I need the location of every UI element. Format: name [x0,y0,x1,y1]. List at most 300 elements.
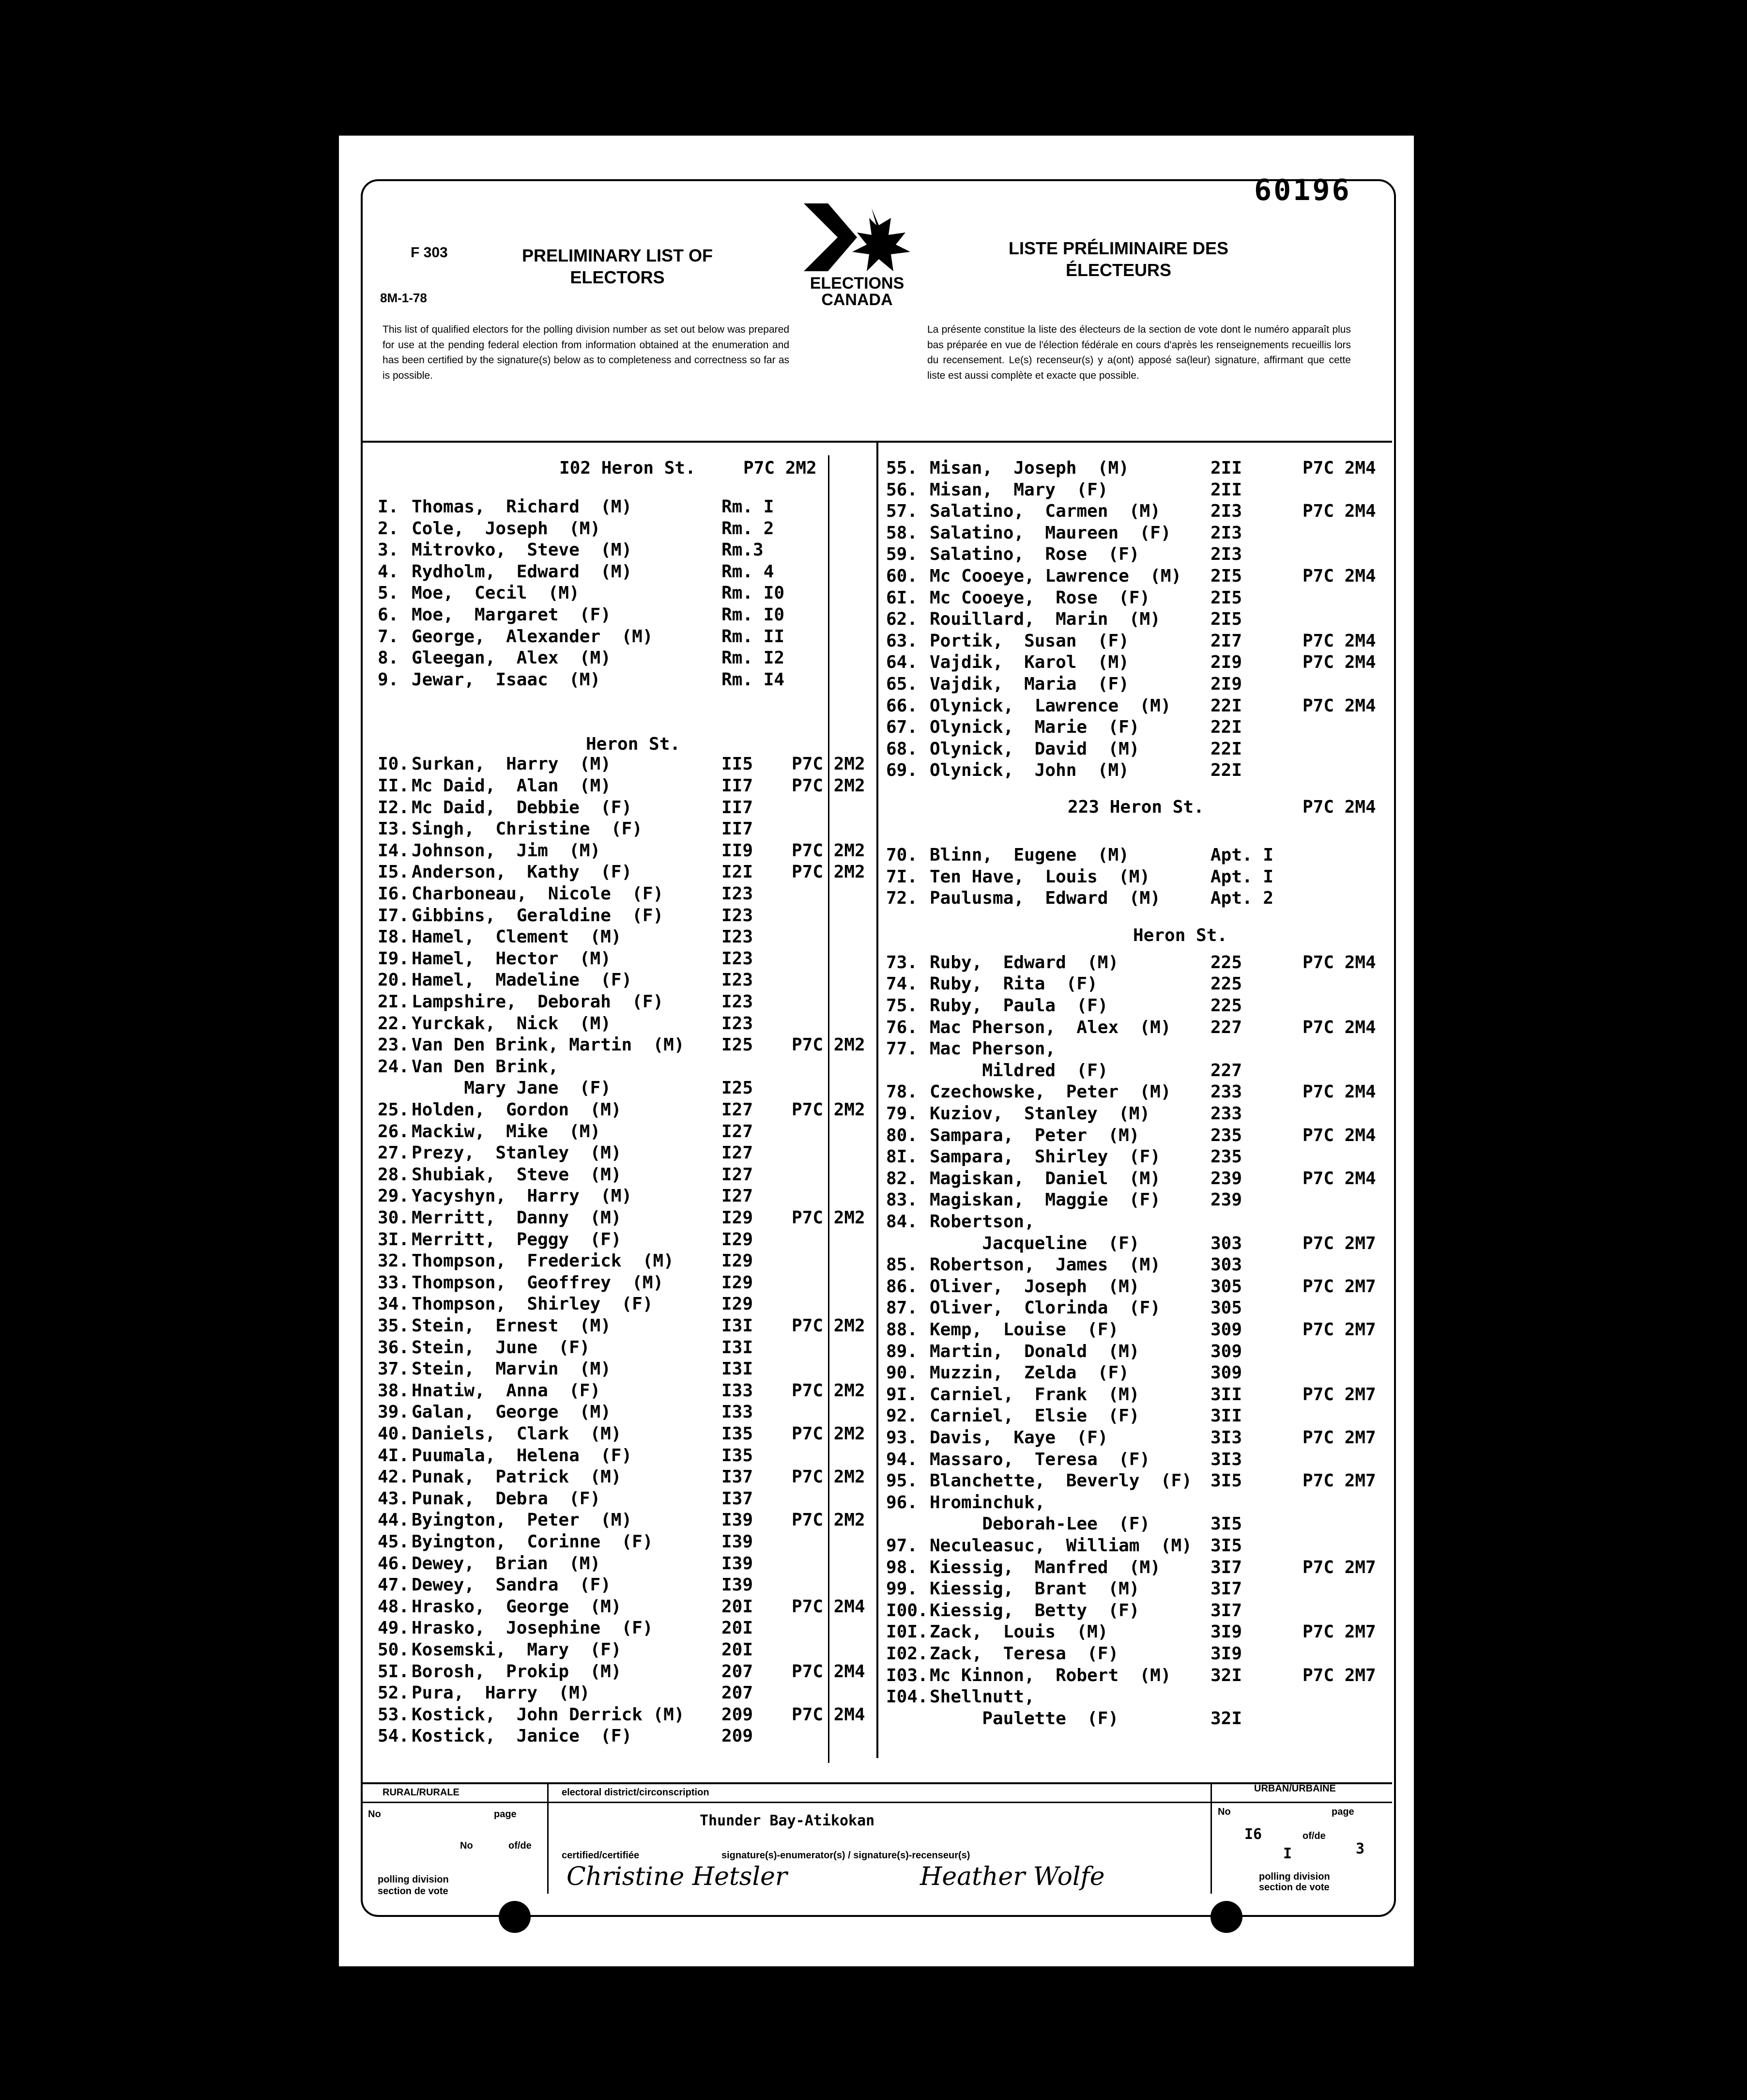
elector-address: II5 [721,754,753,774]
elector-address: 32I [1211,1665,1242,1685]
elector-number: 62. [886,609,918,630]
elector-address: 225 [1211,952,1242,973]
elector-name: Carniel, Frank (M) [930,1384,1140,1405]
elector-number: 43. [378,1488,410,1509]
elector-address: I39 [721,1532,753,1552]
elector-number: 68. [886,739,918,759]
right-elector-row [886,717,1242,738]
right-elector-row [886,888,1274,909]
elector-number: 28. [378,1164,410,1185]
elector-address: II9 [721,840,753,861]
elector-postal-code: P7C 2M2 [792,840,865,861]
elector-number: 64. [886,652,918,673]
elector-address: I33 [721,1402,753,1422]
punch-hole-left [499,1901,531,1933]
elector-number: 36. [378,1337,410,1358]
right-elector-row [886,952,1376,973]
elector-number: 20. [378,970,410,990]
elector-address: I27 [721,1164,753,1185]
elector-postal-code: P7C 2M7 [1303,1471,1376,1491]
elector-name: Stein, Ernest (M) [412,1316,611,1336]
elector-address: 305 [1211,1298,1242,1318]
elector-number: II. [378,776,410,796]
elector-address: I37 [721,1488,753,1509]
elector-name: Massaro, Teresa (F) [930,1449,1150,1469]
elector-address: I29 [721,1294,753,1314]
elector-address: 20I [721,1618,753,1638]
elector-address: 227 [1211,1017,1242,1037]
elector-postal-code: P7C 2M2 [792,1380,865,1401]
elector-address: I23 [721,884,753,904]
elector-name: Merritt, Peggy (F) [412,1229,622,1250]
elector-name: Surkan, Harry (M) [412,754,611,774]
right-elector-row [886,845,1274,866]
elector-address: I27 [721,1121,753,1142]
elector-number: 3I. [378,1229,410,1250]
right-elector-row [886,1470,1376,1492]
elector-number: 96. [886,1492,918,1513]
title-english-line-2: ELECTORS [570,267,665,287]
elector-number: 44. [378,1510,410,1530]
elector-address: II7 [721,776,753,796]
elector-number: 95. [886,1471,918,1491]
elector-postal-code: P7C 2M4 [1303,1082,1376,1102]
elector-name: Thompson, Frederick (M) [412,1251,674,1271]
elector-name: Shellnutt, [930,1687,1035,1707]
punch-hole-right [1211,1901,1242,1933]
right-elector-row [886,1276,1376,1297]
elector-name: Hamel, Hector (M) [412,948,611,969]
elector-number: I0I. [886,1622,928,1642]
right-elector-row [886,1319,1376,1341]
urban-of-label: of/de [1303,1831,1326,1841]
elector-name: Olynick, David (M) [930,739,1140,759]
left-elector-row [378,648,785,669]
elector-address: 209 [721,1726,753,1746]
elector-address: I35 [721,1424,753,1444]
elector-address: Rm. I4 [721,669,785,690]
elector-number: I2. [378,797,410,818]
elector-name: Mc Daid, Debbie (F) [412,797,632,818]
left-elector-row [378,1186,753,1207]
elector-name: Oliver, Joseph (M) [930,1276,1140,1297]
right-elector-row [886,1708,1242,1729]
left-elector-row [378,1272,753,1294]
elector-number: 57. [886,501,918,522]
right-elector-row [886,609,1242,630]
elector-address: 3I7 [1211,1557,1242,1577]
elector-name: Hrominchuk, [930,1492,1045,1513]
elector-number: I9. [378,948,410,969]
elector-name: Paulusma, Edward (M) [930,888,1161,909]
right-elector-row [886,1578,1242,1600]
rural-page-label: page [494,1809,517,1820]
elector-address: I25 [721,1035,753,1055]
elector-number: 76. [886,1017,918,1037]
elector-number: 90. [886,1363,918,1383]
elector-number: 67. [886,717,918,738]
elector-address: 2I3 [1211,501,1242,522]
elector-address: 3I5 [1211,1514,1242,1534]
elector-number: 5I. [378,1661,410,1682]
left-elector-row [378,1618,753,1639]
elector-number: 75. [886,996,918,1016]
elector-address: 3II [1211,1384,1242,1405]
elector-number: 7. [378,626,399,647]
elector-address: I39 [721,1510,753,1530]
elector-postal-code: P7C 2M2 [792,776,865,796]
elector-number: I03. [886,1665,928,1685]
elector-number: 77. [886,1039,918,1059]
elector-number: 30. [378,1208,410,1228]
right-elector-row [886,1405,1242,1427]
elector-number: 32. [378,1251,410,1271]
certified-label: certified/certifiée [562,1850,640,1861]
right-elector-row [886,631,1376,652]
elector-name: Czechowske, Peter (M) [930,1082,1171,1102]
left-elector-row [378,583,785,604]
elector-number: 94. [886,1449,918,1469]
left-elector-row [378,991,753,1013]
right-elector-row [886,739,1242,760]
elector-name: Gibbins, Geraldine (F) [412,905,664,926]
right-elector-row [886,479,1242,501]
left-elector-row [378,1553,753,1575]
elector-postal-code: P7C 2M4 [1303,1168,1376,1189]
elector-address: I29 [721,1208,753,1228]
elector-number: 78. [886,1082,918,1102]
right-elector-row [886,1621,1376,1643]
elector-name: Kuziov, Stanley (M) [930,1104,1150,1124]
left-elector-row [378,1359,753,1380]
elector-number: 48. [378,1596,410,1617]
street-heading-3: 223 Heron St. [1068,797,1204,817]
elector-number: 8I. [886,1147,918,1167]
left-elector-row [378,1402,753,1423]
elector-number: 2I. [378,992,410,1012]
elector-name: Olynick, Marie (F) [930,717,1140,738]
elector-name: Ten Have, Louis (M) [930,866,1150,887]
elector-address: 309 [1211,1363,1242,1383]
elector-number: I4. [378,840,410,861]
elector-name: Robertson, James (M) [930,1255,1161,1275]
elector-name: Kiessig, Manfred (M) [930,1557,1161,1577]
elector-number: 25. [378,1100,410,1120]
elector-name: Mitrovko, Steve (M) [412,540,632,560]
elector-name: Sampara, Peter (M) [930,1125,1140,1145]
left-elector-row [378,970,753,991]
elector-number: 82. [886,1168,918,1189]
elector-address: Apt. I [1211,845,1274,865]
document-sheet [339,136,1414,1966]
left-elector-row [378,1683,753,1704]
elector-name: Shubiak, Steve (M) [412,1164,622,1185]
elector-address: II7 [721,797,753,818]
elector-address: 309 [1211,1320,1242,1340]
elector-name: Misan, Mary (F) [930,479,1108,500]
street-heading-4: Heron St. [1133,926,1228,945]
elector-address: 225 [1211,974,1242,994]
elector-name: Kiessig, Betty (F) [930,1600,1140,1621]
elector-address: 303 [1211,1233,1242,1253]
elector-name: Mc Cooeye, Rose (F) [930,587,1150,608]
elector-address: 309 [1211,1341,1242,1361]
elector-address: 303 [1211,1255,1242,1275]
left-elector-row [378,604,785,626]
elector-address: 3I9 [1211,1644,1242,1664]
elector-address: 2I3 [1211,544,1242,565]
left-elector-row [378,1445,753,1467]
elector-address: 32I [1211,1708,1242,1729]
elector-name: Zack, Teresa (F) [930,1644,1119,1664]
elector-number: I02. [886,1644,928,1664]
left-elector-row [378,626,785,648]
urban-page-label: page [1332,1807,1354,1817]
elector-address: 3II [1211,1406,1242,1426]
left-elector-row [378,926,753,948]
elector-number: 73. [886,952,918,973]
right-elector-row [886,1168,1376,1189]
rural-of-label: of/de [508,1840,532,1851]
left-elector-row [378,862,865,883]
elector-name: Punak, Patrick (M) [412,1467,622,1487]
elector-address: 2I7 [1211,631,1242,651]
elector-name: George, Alexander (M) [412,626,653,647]
elector-number: 92. [886,1406,918,1426]
right-elector-row [886,587,1242,609]
elector-address: I35 [721,1445,753,1466]
elector-number: I7. [378,905,410,926]
right-elector-row [886,1254,1242,1276]
left-elector-row [378,1510,865,1531]
left-elector-row [378,496,774,518]
left-elector-row [378,518,774,540]
elector-name: Muzzin, Zelda (F) [930,1363,1129,1383]
urban-page-value: I [1283,1845,1292,1862]
elector-name: Neculeasuc, William (M) [930,1536,1192,1556]
elector-name: Misan, Joseph (M) [930,458,1129,478]
elector-postal-code: P7C 2M4 [1303,695,1376,716]
elector-number: 46. [378,1553,410,1574]
elector-postal-code: P7C 2M2 [792,1424,865,1444]
elector-number: 5. [378,583,399,603]
elector-entries [339,136,1414,1966]
elector-postal-code: P7C 2M7 [1303,1276,1376,1297]
elector-address: 2I5 [1211,566,1242,586]
elector-name: Magiskan, Daniel (M) [930,1168,1161,1189]
right-elector-row [886,1060,1242,1081]
right-elector-row [886,1535,1242,1557]
right-elector-row [886,1492,1045,1513]
elector-number: 93. [886,1428,918,1448]
serial-number: 60196 [1254,173,1351,207]
elector-name: Hamel, Madeline (F) [412,970,632,990]
right-elector-row [886,566,1376,587]
right-elector-row [886,1686,1035,1708]
left-elector-row [378,669,785,691]
elector-address: 225 [1211,996,1242,1016]
left-elector-row [378,1164,753,1186]
elector-number: 85. [886,1255,918,1275]
elector-name: Ruby, Paula (F) [930,996,1108,1016]
right-elector-row [886,1146,1242,1168]
right-elector-row [886,1211,1035,1233]
elector-address: I23 [721,905,753,926]
right-elector-row [886,674,1242,695]
district-label: electoral district/circonscription [562,1787,709,1798]
elector-address: 22I [1211,717,1242,738]
title-french-line-2: ÉLECTEURS [1065,260,1172,280]
urban-no-label: No [1218,1807,1231,1817]
elector-address: Rm. I0 [721,605,785,625]
elector-number: 33. [378,1272,410,1293]
elector-address: 2I5 [1211,609,1242,630]
left-elector-row [378,1661,865,1683]
rural-label: RURAL/RURALE [383,1787,460,1798]
elector-number: 69. [886,760,918,781]
elector-number: 66. [886,695,918,716]
title-french-line-1: LISTE PRÉLIMINAIRE DES [1008,238,1229,258]
elector-name: Thompson, Shirley (F) [412,1294,653,1314]
right-elector-row [886,1189,1242,1211]
elector-postal-code: P7C 2M2 [792,862,865,882]
urban-label: URBAN/URBAINE [1254,1783,1336,1794]
elector-number: I00. [886,1600,928,1621]
elector-name: Merritt, Danny (M) [412,1208,622,1228]
elector-address: 2II [1211,458,1242,478]
elector-address: I3I [721,1359,753,1379]
left-elector-row [378,1013,753,1035]
elector-name: Charboneau, Nicole (F) [412,884,664,904]
left-elector-row [378,1596,865,1618]
elector-name: Singh, Christine (F) [412,819,643,839]
elector-address: I29 [721,1229,753,1250]
elector-name: Mackiw, Mike (M) [412,1121,601,1142]
elector-number: 52. [378,1683,410,1703]
elector-number: I3. [378,819,410,839]
elector-postal-code: P7C 2M4 [1303,1017,1376,1037]
left-elector-row [378,1704,865,1726]
right-elector-row [886,1600,1242,1621]
elector-address: Rm. 2 [721,518,774,539]
right-elector-row [886,1081,1376,1103]
urban-no-value: I6 [1244,1826,1262,1843]
elector-name: Hrasko, Josephine (F) [412,1618,653,1638]
elector-postal-code: P7C 2M2 [792,1467,865,1487]
elector-address: 233 [1211,1082,1242,1102]
elector-number: 84. [886,1212,918,1232]
elector-name: Salatino, Maureen (F) [930,523,1171,543]
right-elector-row [886,1362,1242,1384]
right-elector-row [886,760,1242,781]
elector-name: Galan, George (M) [412,1402,611,1422]
elector-name: Kiessig, Brant (M) [930,1579,1140,1599]
right-elector-row [886,458,1376,479]
elector-address: I33 [721,1380,753,1401]
left-elector-row [378,1575,753,1596]
elector-number: 63. [886,631,918,651]
elector-address: Rm. I [721,497,774,517]
left-elector-row [378,1099,865,1121]
elector-number: 53. [378,1704,410,1725]
enumerator-signature-1: Christine Hetsler [567,1862,787,1891]
elector-address: 235 [1211,1147,1242,1167]
right-elector-row [886,1384,1376,1405]
intro-english: This list of qualified electors for the polling division number as set out below was prepared for use at the pending federal election from information obtained at the enumeration and has been certified by the signature(s) below as to completeness and correctness so far as is possible. [383,324,789,381]
elector-number: 50. [378,1640,410,1660]
elector-name: Olynick, Lawrence (M) [930,695,1171,716]
right-elector-row [886,544,1242,565]
elector-number: 60. [886,566,918,586]
elector-address: Apt. I [1211,866,1274,887]
left-elector-row [378,818,753,840]
elector-number: I8. [378,927,410,947]
elector-number: I6. [378,884,410,904]
elector-address: 233 [1211,1104,1242,1124]
footer-label-rule [361,1802,1392,1803]
elector-name: Rouillard, Marin (M) [930,609,1161,630]
footer-divider [361,1782,1392,1784]
right-elector-row [886,1427,1376,1449]
elector-postal-code: P7C 2M4 [1303,631,1376,651]
left-elector-row [378,1488,753,1510]
elector-name: Anderson, Kathy (F) [412,862,632,882]
elector-postal-code: P7C 2M7 [1303,1622,1376,1642]
right-elector-row [886,501,1376,522]
elector-address: I25 [721,1078,753,1098]
elector-name: Davis, Kaye (F) [930,1428,1108,1448]
elector-name: Olynick, John (M) [930,760,1129,781]
elector-number: 6. [378,605,399,625]
left-elector-row [378,883,753,905]
left-elector-row [378,540,764,561]
elector-number: 26. [378,1121,410,1142]
elector-name: Robertson, [930,1212,1035,1232]
elector-name: Dewey, Sandra (F) [412,1575,611,1595]
elector-name: Vajdik, Maria (F) [930,674,1129,694]
street-heading-2: Heron St. [586,734,681,754]
elector-name: Dewey, Brian (M) [412,1553,601,1574]
enumerator-signature-2: Heather Wolfe [920,1862,1105,1891]
elector-name: Salatino, Carmen (M) [930,501,1161,522]
elector-number: 9. [378,669,399,690]
elector-name: Deborah-Lee (F) [930,1514,1150,1534]
left-elector-row [378,840,865,862]
district-value: Thunder Bay-Atikokan [700,1812,875,1829]
right-elector-row [886,1017,1376,1038]
left-elector-row [378,1639,753,1661]
elector-postal-code: P7C 2M4 [792,1661,865,1682]
elector-address: 239 [1211,1190,1242,1210]
elector-number: 35. [378,1316,410,1336]
elector-name: Van Den Brink, [412,1056,559,1077]
elector-name: Oliver, Clorinda (F) [930,1298,1161,1318]
elector-name: Rydholm, Edward (M) [412,561,632,582]
elector-number: 55. [886,458,918,478]
elector-address: 207 [721,1683,753,1703]
right-elector-row [886,866,1274,888]
elector-address: 20I [721,1640,753,1660]
elector-number: 22. [378,1013,410,1034]
elector-postal-code: P7C 2M2 [792,1035,865,1055]
logo-line-1: ELECTIONS [810,274,904,293]
elector-number: 42. [378,1467,410,1487]
elector-name: Yurckak, Nick (M) [412,1013,611,1034]
elector-address: 3I7 [1211,1579,1242,1599]
elector-name: Byington, Corinne (F) [412,1532,653,1552]
elector-address: I3I [721,1316,753,1336]
elector-number: 65. [886,674,918,694]
